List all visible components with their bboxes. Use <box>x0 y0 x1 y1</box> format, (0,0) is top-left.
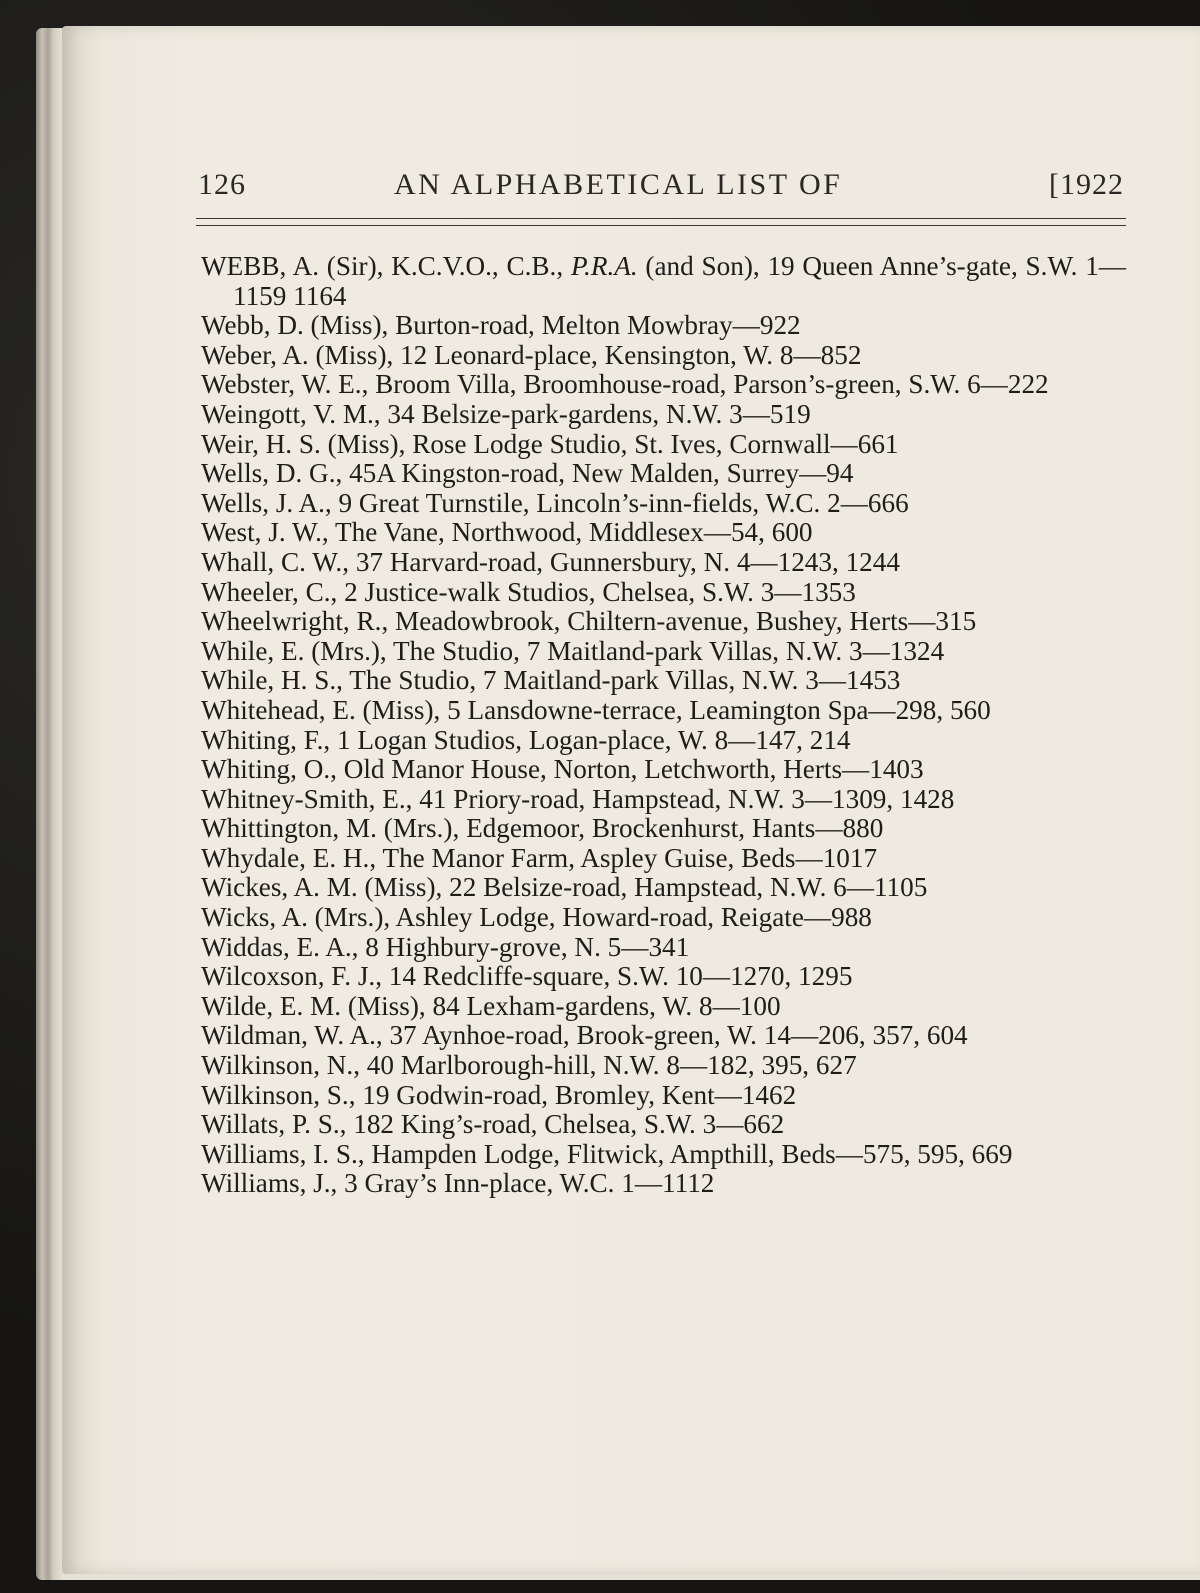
entry-text: Whiting, O., Old Manor House, Norton, Letchworth, Herts—1403 <box>201 754 924 785</box>
directory-entry <box>201 1169 1126 1199</box>
directory-entry <box>201 370 1126 400</box>
directory-entry <box>201 814 1126 844</box>
directory-entry <box>201 489 1126 519</box>
directory-entry <box>201 726 1126 756</box>
entry-text: While, E. (Mrs.), The Studio, 7 Maitland-park Villas, N.W. 3—1324 <box>201 635 945 666</box>
entry-text: Webb, D. (Miss), Burton-road, Melton Mowbray—922 <box>201 310 801 341</box>
directory-entries <box>201 252 1126 1199</box>
entry-text: Whydale, E. H., The Manor Farm, Aspley Guise, Beds—1017 <box>201 842 878 873</box>
entry-text: Wilkinson, S., 19 Godwin-road, Bromley, Kent—1462 <box>201 1079 797 1110</box>
entry-text: Wells, J. A., 9 Great Turnstile, Lincoln’s-inn-fields, W.C. 2—666 <box>201 487 909 518</box>
entry-text: While, H. S., The Studio, 7 Maitland-park Villas, N.W. 3—1453 <box>201 665 901 696</box>
directory-entry <box>201 1110 1126 1140</box>
entry-text: Wilkinson, N., 40 Marlborough-hill, N.W. 8—182, 395, 627 <box>201 1050 857 1081</box>
entry-text: Weingott, V. M., 34 Belsize-park-gardens, N.W. 3—519 <box>201 398 811 429</box>
entry-text: Wheelwright, R., Meadowbrook, Chiltern-avenue, Bushey, Herts—315 <box>201 606 977 637</box>
entry-text: Whall, C. W., 37 Harvard-road, Gunnersbury, N. 4—1243, 1244 <box>201 546 900 577</box>
directory-entry <box>201 1051 1126 1081</box>
directory-entry <box>201 400 1126 430</box>
directory-entry <box>201 785 1126 815</box>
directory-entry <box>201 1140 1126 1170</box>
entry-text: Wildman, W. A., 37 Aynhoe-road, Brook-green, W. 14—206, 357, 604 <box>201 1020 968 1051</box>
directory-entry <box>201 341 1126 371</box>
directory-entry <box>201 548 1126 578</box>
entry-text: Widdas, E. A., 8 Highbury-grove, N. 5—341 <box>201 931 690 962</box>
page-header <box>198 168 1128 208</box>
entry-text: Whiting, F., 1 Logan Studios, Logan-place, W. 8—147, 214 <box>201 724 851 755</box>
entry-text: Wicks, A. (Mrs.), Ashley Lodge, Howard-road, Reigate—988 <box>201 902 872 933</box>
directory-entry <box>201 607 1126 637</box>
directory-entry <box>201 578 1126 608</box>
directory-entry <box>201 873 1126 903</box>
entry-text: West, J. W., The Vane, Northwood, Middlesex—54, 600 <box>201 517 813 548</box>
entry-text: Willats, P. S., 182 King’s-road, Chelsea, S.W. 3—662 <box>201 1109 785 1140</box>
entry-text: Williams, I. S., Hampden Lodge, Flitwick, Ampthill, Beds—575, 595, 669 <box>201 1138 1013 1169</box>
directory-entry <box>201 459 1126 489</box>
header-rule-bottom <box>196 225 1126 226</box>
directory-entry <box>201 903 1126 933</box>
entry-text: Wickes, A. M. (Miss), 22 Belsize-road, Hampstead, N.W. 6—1105 <box>201 872 928 903</box>
entry-text: Webster, W. E., Broom Villa, Broomhouse-road, Parson’s-green, S.W. 6—222 <box>201 369 1049 400</box>
entry-text: Wilde, E. M. (Miss), 84 Lexham-gardens, W. 8—100 <box>201 990 781 1021</box>
directory-entry <box>201 311 1126 341</box>
entry-italic-text: P.R.A. <box>570 251 638 281</box>
directory-entry <box>201 992 1126 1022</box>
page-number: 126 <box>198 168 246 201</box>
entry-text: Weir, H. S. (Miss), Rose Lodge Studio, St. Ives, Cornwall—661 <box>201 428 899 459</box>
entry-text: Wilcoxson, F. J., 14 Redcliffe-square, S.W. 10—1270, 1295 <box>201 961 853 992</box>
year-label: [1922 <box>1049 168 1124 201</box>
running-title: AN ALPHABETICAL LIST OF <box>394 168 843 201</box>
directory-entry <box>201 1021 1126 1051</box>
entry-text: Williams, J., 3 Gray’s Inn-place, W.C. 1—1112 <box>201 1168 715 1199</box>
entry-text: Whitney-Smith, E., 41 Priory-road, Hampstead, N.W. 3—1309, 1428 <box>201 783 955 814</box>
directory-entry <box>201 962 1126 992</box>
entry-text: Wheeler, C., 2 Justice-walk Studios, Chelsea, S.W. 3—1353 <box>201 576 856 607</box>
entry-text: WEBB, A. (Sir), K.C.V.O., C.B., <box>201 251 571 281</box>
directory-entry <box>201 755 1126 785</box>
entry-text-tail: (and Son), 19 Queen Anne’s-gate, S.W. 1—1159 1164 <box>233 251 1126 311</box>
entry-text: Weber, A. (Miss), 12 Leonard-place, Kensington, W. 8—852 <box>201 339 862 370</box>
directory-entry <box>201 637 1126 667</box>
directory-entry <box>201 844 1126 874</box>
directory-entry <box>201 518 1126 548</box>
entry-text: Whitehead, E. (Miss), 5 Lansdowne-terrace, Leamington Spa—298, 560 <box>201 694 991 725</box>
header-rule-top <box>196 218 1126 219</box>
entry-text: Whittington, M. (Mrs.), Edgemoor, Brockenhurst, Hants—880 <box>201 813 884 844</box>
directory-entry <box>201 666 1126 696</box>
directory-entry <box>201 933 1126 963</box>
directory-entry <box>201 252 1126 311</box>
directory-entry <box>201 430 1126 460</box>
directory-entry <box>201 1081 1126 1111</box>
directory-entry <box>201 696 1126 726</box>
entry-text: Wells, D. G., 45A Kingston-road, New Malden, Surrey—94 <box>201 458 854 489</box>
